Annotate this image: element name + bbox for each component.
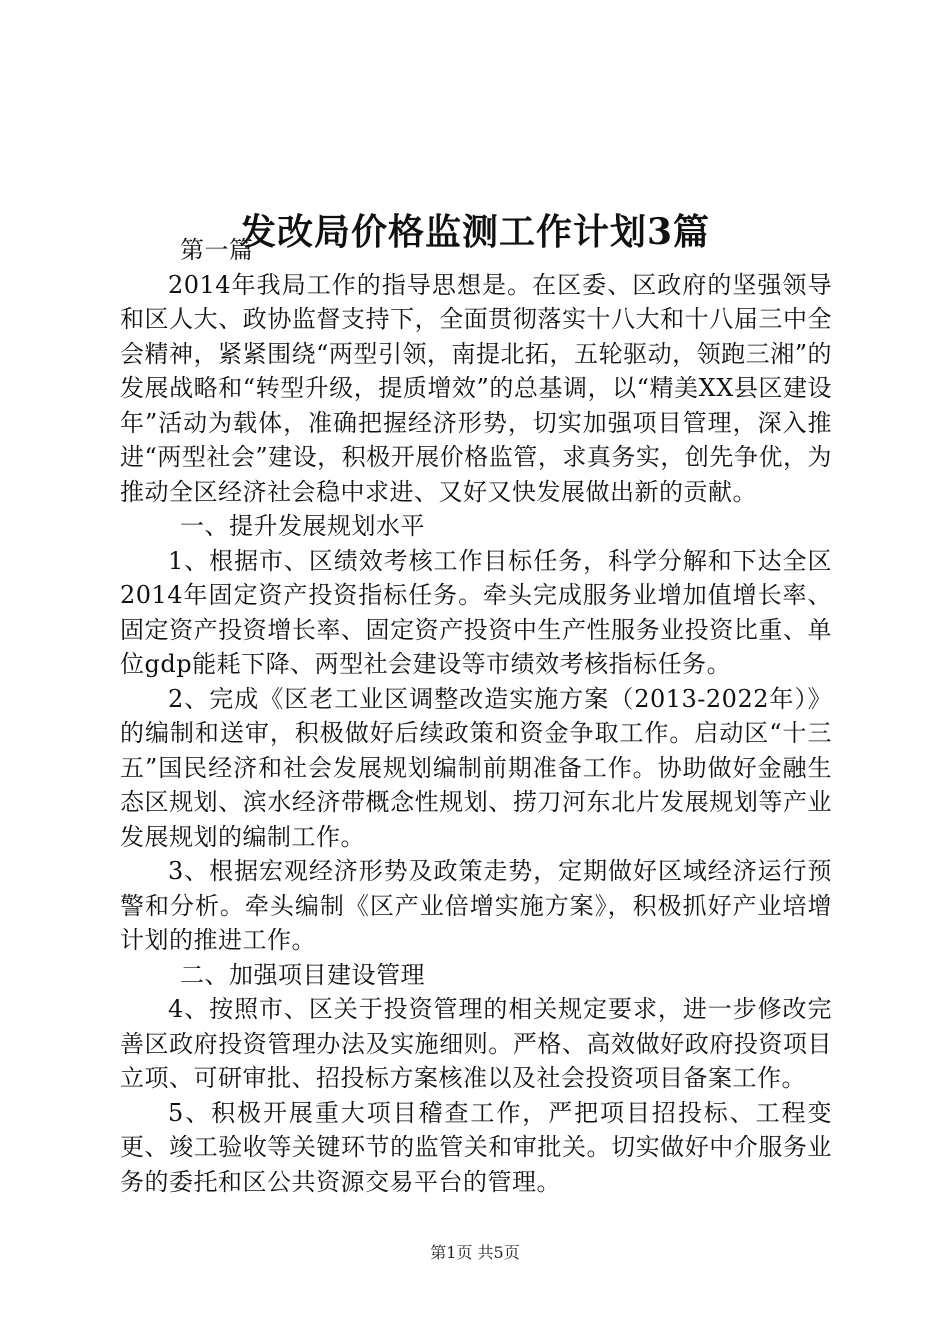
section-heading: 第一篇 xyxy=(180,236,254,264)
section-heading: 一、提升发展规划水平 xyxy=(180,512,425,540)
section-heading: 二、加强项目建设管理 xyxy=(180,960,425,989)
document-body xyxy=(120,233,832,1199)
body-paragraph: 2、完成《区老工业区调整改造实施方案（2013-2022年）》的编制和送审，积极做好后续政策和资金争取工作。启动区“十三五”国民经济和社会发展规划编制前期准备工作。协助做好金融生态区规划、滨水经济带概念性规划、捞刀河东北片发展规划等产业发展规划的编制工作。 xyxy=(120,684,832,851)
body-paragraph: 3、根据宏观经济形势及政策走势，定期做好区域经济运行预警和分析。牵头编制《区产业倍增实施方案》，积极抓好产业培增计划的推进工作。 xyxy=(120,857,832,954)
body-paragraph: 1、根据市、区绩效考核工作目标任务，科学分解和下达全区2014年固定资产投资指标任务。牵头完成服务业增加值增长率、固定资产投资增长率、固定资产投资中生产性服务业投资比重、单位gdp能耗下降、两型社会建设等市绩效考核指标任务。 xyxy=(120,546,832,678)
document-title: 发改局价格监测工作计划3篇 xyxy=(239,211,711,254)
body-paragraph: 5、积极开展重大项目稽查工作，严把项目招投标、工程变更、竣工验收等关键环节的监管关和审批关。切实做好中介服务业务的委托和区公共资源交易平台的管理。 xyxy=(120,1098,832,1196)
body-paragraph: 2014年我局工作的指导思想是。在区委、区政府的坚强领导和区人大、政协监督支持下，全面贯彻落实十八大和十八届三中全会精神，紧紧围绕“两型引领，南提北拓，五轮驱动，领跑三湘”的发展战略和“转型升级，提质增效”的总基调，以“精美XX县区建设年”活动为载体，准确把握经济形势，切实加强项目管理，深入推进“两型社会”建设，积极开展价格监管，求真务实，创先争优，为推动全区经济社会稳中求进、又好又快发展做出新的贡献。 xyxy=(120,270,832,506)
page-number-footer: 第1页 共5页 xyxy=(430,1243,520,1262)
body-paragraph: 4、按照市、区关于投资管理的相关规定要求，进一步修改完善区政府投资管理办法及实施细则。严格、高效做好政府投资项目立项、可研审批、招投标方案核准以及社会投资项目备案工作。 xyxy=(120,995,832,1092)
